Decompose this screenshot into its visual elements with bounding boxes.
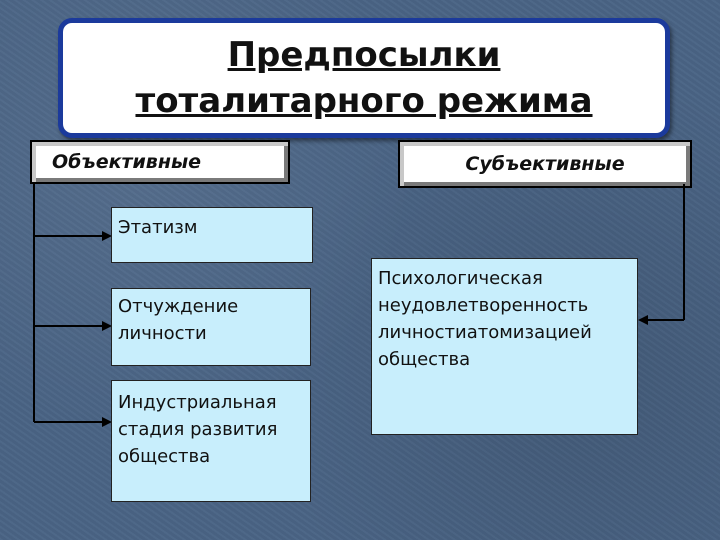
objective-item-industrial-stage: Индустриальная стадия развития общества [111, 380, 311, 502]
title-line-1: Предпосылки [227, 35, 501, 75]
objective-item-etatism: Этатизм [111, 207, 313, 263]
objective-item-alienation: Отчуждение личности [111, 288, 311, 366]
subjective-category-box: Субъективные [398, 140, 692, 188]
subjective-item-psychological: Психологическая неудовлетворенность личностиатомизацией общества [371, 258, 638, 435]
title-line-2: тоталитарного режима [135, 81, 593, 121]
objective-category-box: Объективные [30, 140, 290, 184]
